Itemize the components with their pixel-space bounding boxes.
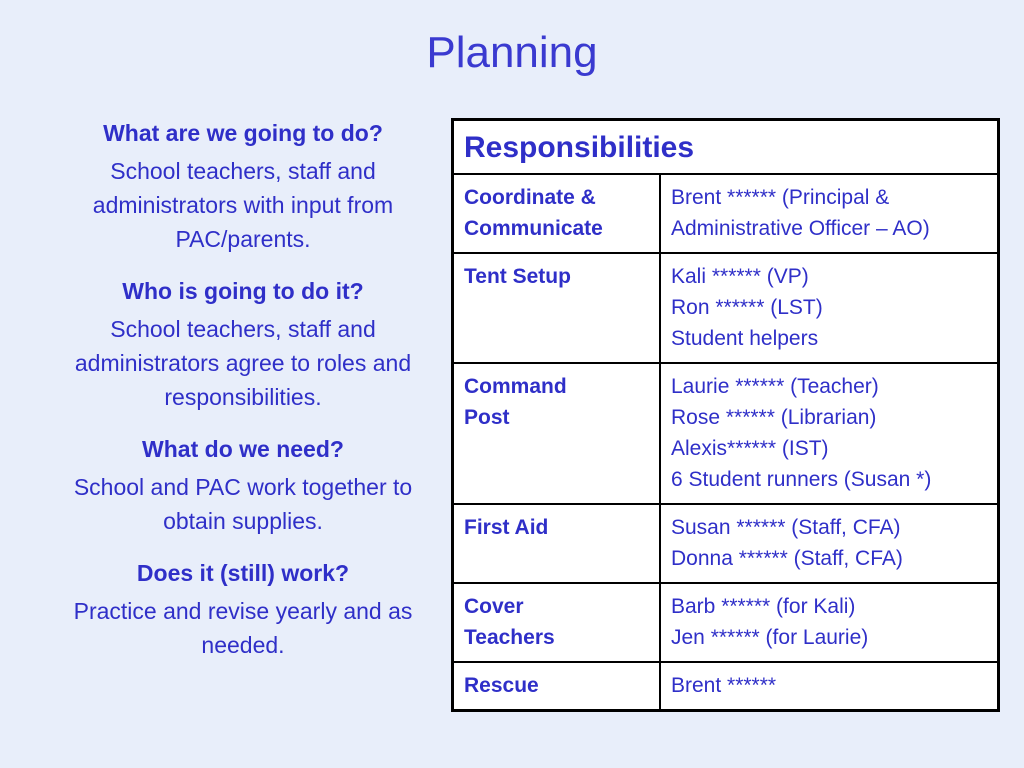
person-line: Brent ****** (Principal &	[671, 186, 890, 209]
role-line: Communicate	[464, 217, 603, 240]
role-line: Post	[464, 406, 510, 429]
table-row	[453, 363, 999, 504]
role-line: Command	[464, 375, 567, 398]
table-header: Responsibilities	[453, 120, 999, 175]
answer-text: School teachers, staff and administrators with input from PAC/parents.	[92, 158, 394, 252]
role-cell	[453, 174, 661, 253]
role-cell	[453, 583, 661, 662]
question-heading: What are we going to do?	[103, 120, 383, 146]
person-line: Jen ****** (for Laurie)	[671, 626, 869, 649]
person-line: Donna ****** (Staff, CFA)	[671, 547, 903, 570]
person-line: 6 Student runners (Susan *)	[671, 468, 932, 491]
qa-block	[46, 558, 440, 662]
qa-section	[46, 118, 440, 682]
person-line: Brent ******	[671, 674, 777, 697]
person-line: Susan ****** (Staff, CFA)	[671, 516, 901, 539]
person-line: Rose ****** (Librarian)	[671, 406, 877, 429]
table-row	[453, 174, 999, 253]
people-cell	[660, 583, 999, 662]
answer-text: School teachers, staff and administrators agree to roles and responsibilities.	[74, 316, 412, 410]
role-cell	[453, 363, 661, 504]
role-line: Tent Setup	[464, 265, 571, 288]
responsibilities-table	[451, 118, 1000, 712]
role-line: Cover	[464, 595, 524, 618]
person-line: Alexis****** (IST)	[671, 437, 829, 460]
question-heading: Does it (still) work?	[136, 560, 350, 586]
slide-title: Planning	[426, 28, 598, 77]
role-line: Coordinate &	[464, 186, 596, 209]
people-cell	[660, 662, 999, 711]
person-line: Laurie ****** (Teacher)	[671, 375, 879, 398]
table-row	[453, 583, 999, 662]
table-row	[453, 504, 999, 583]
people-cell	[660, 363, 999, 504]
person-line: Kali ****** (VP)	[671, 265, 809, 288]
person-line: Barb ****** (for Kali)	[671, 595, 856, 618]
table-row	[453, 662, 999, 711]
answer-text: Practice and revise yearly and as needed.	[73, 598, 413, 658]
qa-block	[46, 434, 440, 538]
qa-block	[46, 118, 440, 256]
role-cell	[453, 253, 661, 363]
table-row	[453, 253, 999, 363]
role-cell	[453, 662, 661, 711]
question-heading: Who is going to do it?	[122, 278, 364, 304]
answer-text: School and PAC work together to obtain supplies.	[73, 474, 413, 534]
role-cell	[453, 504, 661, 583]
qa-block	[46, 276, 440, 414]
person-line: Administrative Officer – AO)	[671, 217, 930, 240]
table-header-row	[453, 120, 999, 175]
role-line: Rescue	[464, 674, 539, 697]
people-cell	[660, 174, 999, 253]
person-line: Student helpers	[671, 327, 819, 350]
role-line: First Aid	[464, 516, 549, 539]
people-cell	[660, 504, 999, 583]
person-line: Ron ****** (LST)	[671, 296, 823, 319]
question-heading: What do we need?	[142, 436, 344, 462]
people-cell	[660, 253, 999, 363]
role-line: Teachers	[464, 626, 555, 649]
